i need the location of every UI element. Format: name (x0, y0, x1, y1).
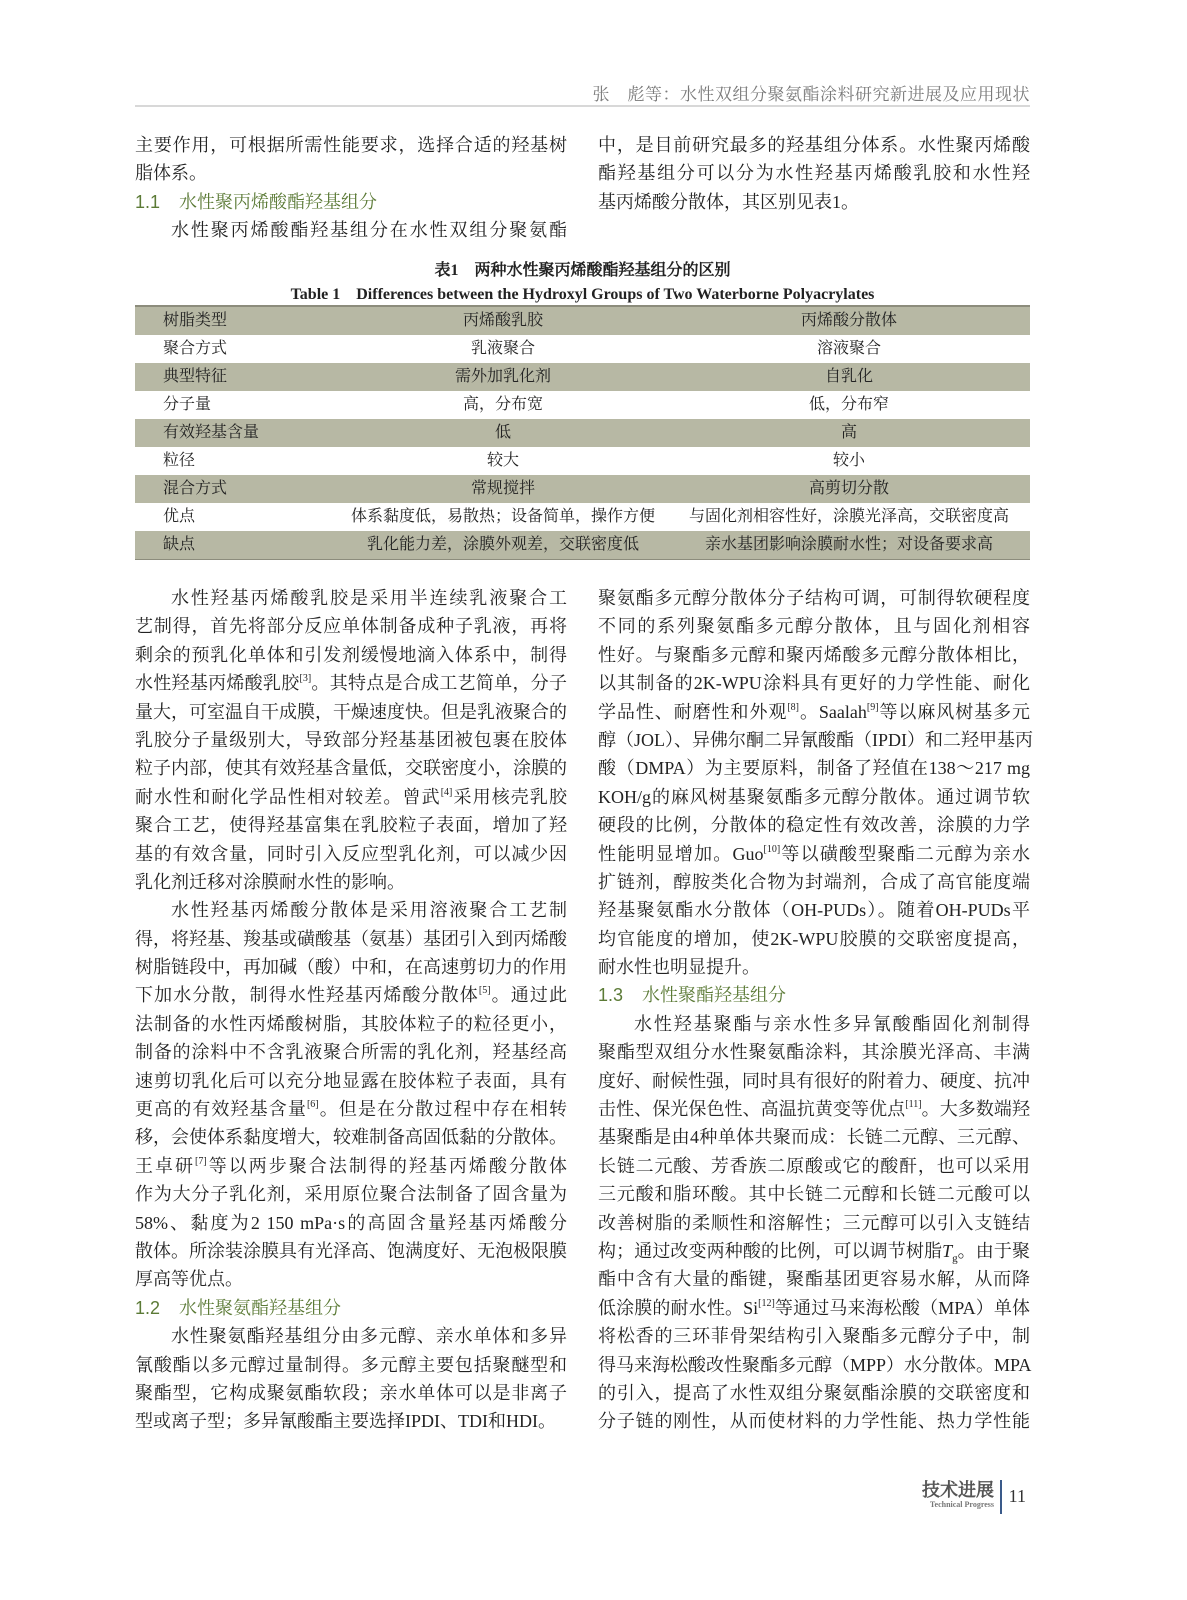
table-row (135, 419, 1030, 447)
column-top-right (598, 131, 1030, 216)
table-cell: 粒径 (163, 452, 196, 469)
text-line: 水性羟基聚酯与亲水性多异氰酸酯固化剂制得 (634, 1013, 1030, 1034)
text-run: 等以两步聚合法制得的羟基丙烯酸分散体 (206, 1155, 567, 1176)
text-line: 的引入，提高了水性双组分聚氨酯涂膜的交联密度和 (598, 1382, 1030, 1403)
italic-symbol: T (942, 1240, 953, 1261)
text-line: 均官能度的增加，使2K-WPU胶膜的交联密度提高， (598, 928, 1030, 949)
section-heading (598, 981, 1030, 1009)
text-line: 基聚酯是由4种单体共聚而成：长链二元醇、三元醇、 (598, 1127, 1030, 1148)
table-row (135, 335, 1030, 363)
table-cell: 高剪切分散 (668, 475, 1030, 503)
table-cell: 亲水基团影响涂膜耐水性；对设备要求高 (668, 531, 1030, 560)
text-line: 移，会使体系黏度增大，较难制备高固低黏的分散体。 (135, 1127, 567, 1148)
text-line: 基的有效含量，同时引入反应型乳化剂，可以减少因 (135, 843, 567, 864)
text-run: 。通过此 (490, 985, 568, 1006)
table-cell: 与固化剂相容性好，涂膜光泽高，交联密度高 (688, 508, 1009, 525)
table-cell: 常规搅拌 (338, 475, 668, 503)
table-cell: 需外加乳化剂 (338, 363, 668, 391)
text-run: 耐水性和耐化学品性相对较差。曾武 (135, 786, 441, 807)
text-line: 速剪切乳化后可以充分地显露在胶体粒子表面，具有 (135, 1070, 567, 1091)
text-line (135, 1095, 567, 1123)
text-line: 乳化剂迁移对涂膜耐水性的影响。 (135, 871, 405, 892)
text-line: 型或离子型；多异氰酸酯主要选择IPDI、TDI和HDI。 (135, 1411, 556, 1432)
text-line: 58%、黏度为2 150 mPa·s的高固含量羟基丙烯酸分 (135, 1212, 567, 1233)
text-line: 三元酸和脂环酸。其中长链二元醇和长链二元酸可以 (598, 1184, 1030, 1205)
text-line: 硬段的比例，分散体的稳定性有效改善，涂膜的力学 (598, 815, 1030, 836)
citation-ref: [5] (478, 985, 491, 997)
text-line: 作为大分子乳化剂，采用原位聚合法制备了固含量为 (135, 1184, 567, 1205)
text-run: 王卓研 (135, 1155, 196, 1176)
text-line: 酯中含有大量的酯键，聚酯基团更容易水解，从而降 (598, 1269, 1030, 1290)
text-line: 水性聚氨酯羟基组分由多元醇、亲水单体和多异 (171, 1326, 567, 1347)
section-title: 水性聚丙烯酸酯羟基组分 (179, 191, 377, 212)
table-cell: 优点 (163, 508, 196, 525)
text-line: 基丙烯酸分散体，其区别见表1。 (598, 191, 859, 212)
table-header-cell: 树脂类型 (135, 306, 338, 335)
table-cell: 低，分布窄 (808, 396, 889, 413)
table-cell: 聚合方式 (163, 340, 228, 357)
table-row (135, 447, 1030, 475)
section-number: 1.2 (135, 1297, 161, 1318)
text-run: 水性羟基丙烯酸乳胶 (135, 673, 300, 694)
citation-ref: [10] (763, 843, 781, 855)
table-cell: 典型特征 (135, 363, 338, 391)
text-line: 法制备的水性丙烯酸树脂，其胶体粒子的粒径更小， (135, 1013, 567, 1034)
text-line: 制备的涂料中不含乳液聚合所需的乳化剂，羟基经高 (135, 1042, 567, 1063)
text-line: 树脂链段中，再加碱（酸）中和，在高速剪切力的作用 (135, 957, 567, 978)
text-run: 更高的有效羟基含量 (135, 1099, 307, 1120)
running-head: 张 彪等：水性双组分聚氨酯涂料研究新进展及应用现状 (592, 85, 1030, 104)
column-bottom-right (598, 584, 1033, 1436)
text-run: 采用核壳乳胶 (452, 786, 568, 807)
section-title: 水性聚酯羟基组分 (642, 985, 786, 1006)
header-rule (135, 105, 1030, 107)
text-run: 学品性、耐磨性和外观 (598, 701, 788, 722)
text-line: 酸（DMPA）为主要原料，制备了羟值在138～217 mg (598, 758, 1030, 779)
column-top-left (135, 131, 567, 245)
text-line: 量大，可室温自干成膜，干燥速度快。但是乳液聚合的 (135, 701, 567, 722)
text-line: 耐水性也明显提升。 (598, 957, 760, 978)
section-number: 1.1 (135, 191, 161, 212)
text-line: 将松香的三环菲骨架结构引入聚酯多元醇分子中，制 (598, 1326, 1030, 1347)
text-line: 主要作用，可根据所需性能要求，选择合适的羟基树 (135, 135, 567, 155)
text-line: 聚酯型双组分水性聚氨酯涂料，其涂膜光泽高、丰满 (598, 1042, 1030, 1063)
section-heading (135, 188, 567, 216)
citation-ref: [12] (758, 1297, 775, 1309)
page-number: 11 (1008, 1486, 1026, 1506)
table-caption-cn: 表1 两种水性聚丙烯酸酯羟基组分的区别 (434, 262, 731, 279)
citation-ref: [9] (866, 701, 879, 713)
text-line (135, 783, 567, 811)
text-line: 长链二元酸、芳香族二原酸或它的酸酐，也可以采用 (598, 1155, 1030, 1176)
table-cell: 混合方式 (135, 475, 338, 503)
text-line: 醇（JOL）、异佛尔酮二异氰酸酯（IPDI）和二羟甲基丙 (598, 729, 1033, 750)
text-line: 中，是目前研究最多的羟基组分体系。水性聚丙烯酸 (598, 135, 1030, 155)
text-line: 水性羟基丙烯酸乳胶是采用半连续乳液聚合工 (171, 588, 567, 608)
citation-ref: [11] (905, 1099, 922, 1111)
text-line: 聚氨酯多元醇分散体分子结构可调，可制得软硬程度 (598, 588, 1030, 608)
footer-section-title: 技术进展 (922, 1480, 994, 1500)
text-line: 羟基聚氨酯水分散体（OH-PUDs）。随着OH-PUDs平 (598, 900, 1030, 921)
table-header-row (135, 306, 1030, 335)
text-run: 。由于聚 (957, 1240, 1031, 1261)
text-run: 击性、保光保色性、高温抗黄变等优点 (598, 1099, 906, 1120)
table-row (135, 475, 1030, 503)
text-run: 性能明显增加。Guo (598, 843, 764, 864)
citation-ref: [4] (440, 786, 453, 798)
text-line (135, 981, 567, 1009)
column-bottom-left (135, 584, 567, 1436)
text-run: 。其特点是合成工艺简单，分子 (311, 673, 568, 694)
text-line: 得，将羟基、羧基或磺酸基（氨基）基团引入到丙烯酸 (135, 928, 567, 949)
text-line: 分子链的刚性，从而使材料的力学性能、热力学性能 (598, 1411, 1030, 1432)
table-row (135, 531, 1030, 560)
table-header-cell: 丙烯酸乳胶 (338, 306, 668, 335)
text-run: 。大多数端羟 (921, 1099, 1031, 1120)
text-line: 水性聚丙烯酸酯羟基组分在水性双组分聚氨酯 (171, 220, 567, 241)
text-line: 水性羟基丙烯酸分散体是采用溶液聚合工艺制 (171, 900, 567, 921)
citation-ref: [3] (299, 673, 312, 685)
text-line: 改善树脂的柔顺性和溶解性；三元醇可以引入支链结 (598, 1212, 1030, 1233)
text-line: 以其制备的2K-WPU涂料具有更好的力学性能、耐化 (598, 673, 1030, 694)
table-row (135, 391, 1030, 419)
table-cell: 高 (668, 419, 1030, 447)
text-line: KOH/g的麻风树基聚氨酯多元醇分散体。通过调节软 (598, 786, 1030, 807)
text-line: 散体。所涂装涂膜具有光泽高、饱满度好、无泡极限膜 (135, 1240, 567, 1261)
citation-ref: [8] (787, 701, 800, 713)
text-line (598, 840, 1030, 868)
text-line (598, 1095, 1030, 1123)
footer-divider (1000, 1480, 1002, 1514)
text-run: 。但是在分散过程中存在相转 (318, 1099, 567, 1120)
table-cell: 溶液聚合 (816, 340, 881, 357)
table-cell: 体系黏度低，易散热；设备简单，操作方便 (350, 508, 655, 525)
citation-ref: [7] (195, 1155, 207, 1167)
text-run: 构；通过改变两种酸的比例，可以调节树脂 (598, 1240, 943, 1261)
text-line: 艺制得，首先将部分反应单体制备成种子乳液，再将 (135, 616, 567, 637)
text-line (135, 669, 567, 697)
subscript: g (952, 1252, 958, 1265)
text-line: 粒子内部，使其有效羟基含量低，交联密度小，涂膜的 (135, 758, 567, 779)
text-line: 聚合工艺，使得羟基富集在乳胶粒子表面，增加了羟 (135, 815, 567, 836)
section-number: 1.3 (598, 985, 624, 1006)
text-line: 酯羟基组分可以分为水性羟基丙烯酸乳胶和水性羟 (598, 163, 1030, 184)
table-cell: 较小 (832, 452, 865, 469)
table-row (135, 363, 1030, 391)
text-line: 脂体系。 (135, 163, 207, 184)
table-header-cell: 丙烯酸分散体 (668, 306, 1030, 335)
text-line (598, 1237, 1030, 1265)
text-line: 得马来海松酸改性聚酯多元醇（MPP）水分散体。MPA (598, 1354, 1032, 1375)
text-run: 下加水分散，制得水性羟基丙烯酸分散体 (135, 985, 479, 1006)
text-line: 厚高等优点。 (135, 1269, 243, 1290)
text-run: 等以磺酸型聚酯二元醇为亲水 (780, 843, 1030, 864)
footer-section-subtitle: Technical Progress (929, 1500, 994, 1509)
table-cell: 较大 (486, 452, 519, 469)
citation-ref: [6] (306, 1099, 319, 1111)
table-cell: 低 (338, 419, 668, 447)
table-cell: 有效羟基含量 (135, 419, 338, 447)
page-footer (900, 1476, 1030, 1520)
text-line: 扩链剂，醇胺类化合物为封端剂，合成了高官能度端 (598, 871, 1030, 892)
table-cell: 自乳化 (668, 363, 1030, 391)
text-line: 氰酸酯以多元醇过量制得。多元醇主要包括聚醚型和 (135, 1354, 567, 1375)
table-row (135, 503, 1030, 531)
text-run: 。Saalah (799, 701, 867, 722)
text-line (598, 1294, 1030, 1322)
table-cell: 高，分布宽 (462, 396, 543, 413)
text-line: 聚酯型，它构成聚氨酯软段；亲水单体可以是非离子 (135, 1382, 567, 1403)
text-line: 性好。与聚酯多元醇和聚丙烯酸多元醇分散体相比， (598, 644, 1030, 665)
text-line: 不同的系列聚氨酯多元醇分散体，且与固化剂相容 (598, 616, 1030, 637)
table-cell: 乳液聚合 (470, 340, 535, 357)
text-line (598, 698, 1030, 726)
text-line (135, 1152, 567, 1180)
table-caption-en: Table 1 Differences between the Hydroxyl Groups of Two Waterborne Polyacrylates (290, 286, 875, 303)
section-heading (135, 1294, 567, 1322)
text-line: 度好、耐候性强，同时具有很好的附着力、硬度、抗冲 (598, 1070, 1030, 1091)
table-cell: 缺点 (135, 531, 338, 560)
text-line: 剩余的预乳化单体和引发剂缓慢地滴入体系中，制得 (135, 644, 567, 665)
text-run: 等以麻风树基多元 (878, 701, 1031, 722)
comparison-table (135, 305, 1030, 560)
text-run: 等通过马来海松酸（MPA）单体 (774, 1297, 1030, 1318)
text-run: 低涂膜的耐水性。Si (598, 1297, 759, 1318)
text-line: 乳胶分子量级别大，导致部分羟基基团被包裹在胶体 (135, 729, 567, 750)
table-cell: 乳化能力差，涂膜外观差，交联密度低 (338, 531, 668, 560)
table-cell: 分子量 (163, 396, 212, 413)
section-title: 水性聚氨酯羟基组分 (179, 1297, 341, 1318)
